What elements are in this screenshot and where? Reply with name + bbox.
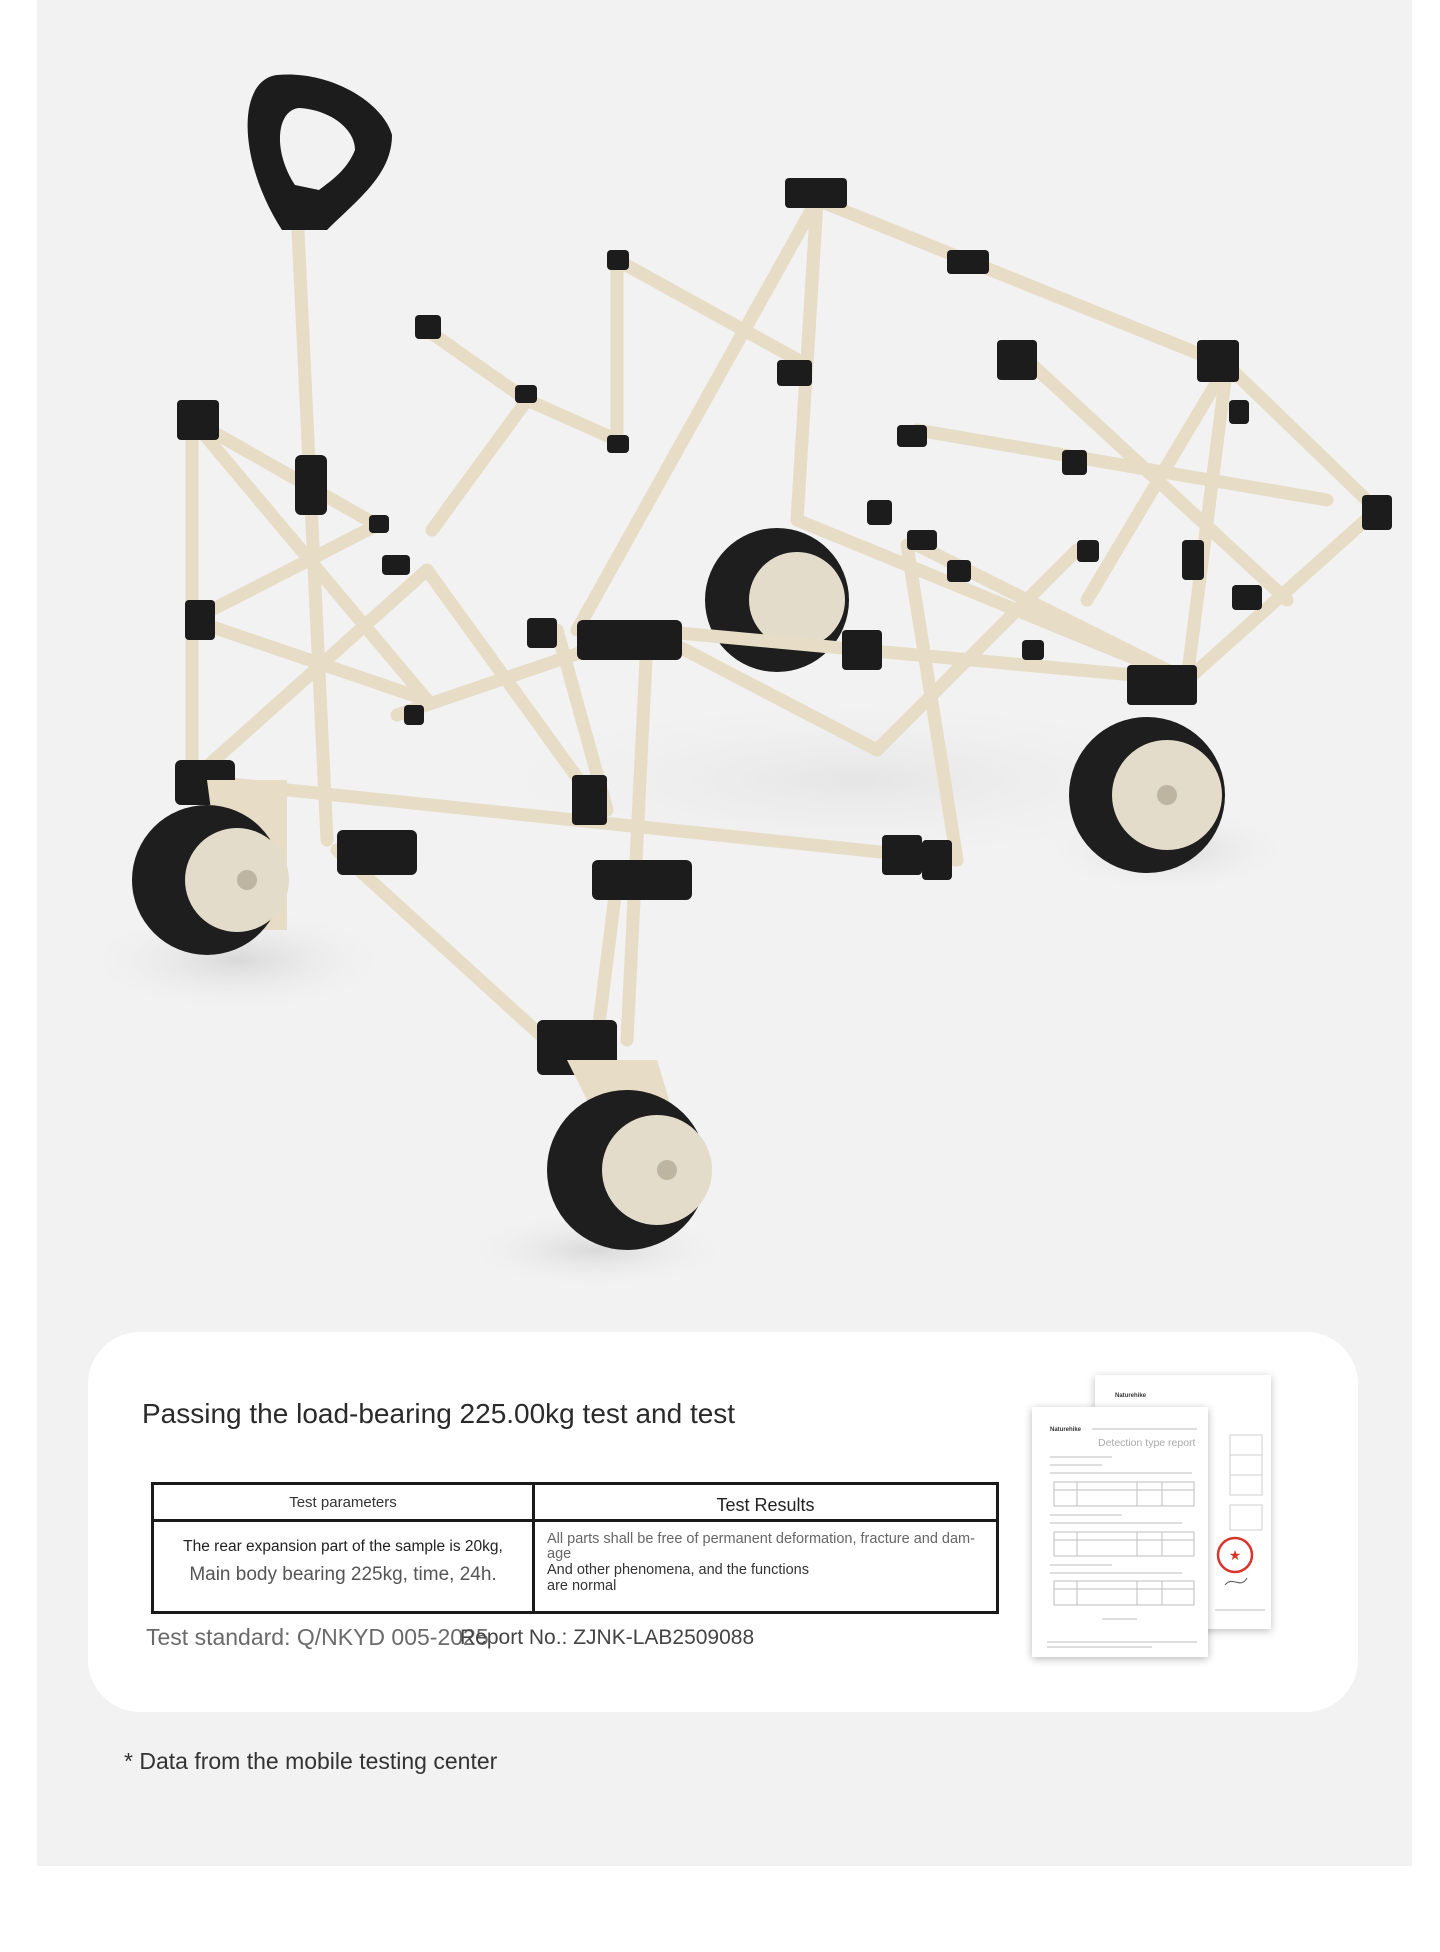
- svg-text:★: ★: [1228, 1548, 1242, 1564]
- test-headline: Passing the load-bearing 225.00kg test and test: [142, 1398, 736, 1429]
- report-document-image: [1030, 1375, 1280, 1675]
- document-brand-back: Naturehike: [1115, 1393, 1147, 1399]
- wheel-front-left: [132, 780, 289, 955]
- table-cell-results: [535, 1522, 996, 1611]
- parameters-line-2: Main body bearing 225kg, time, 24h.: [189, 1564, 497, 1585]
- results-line-2: age: [547, 1546, 572, 1562]
- test-standard: Test standard: Q/NKYD 005-2025: [146, 1624, 489, 1650]
- test-table: [151, 1482, 999, 1614]
- parameters-line-1: The rear expansion part of the sample is 20kg,: [183, 1538, 503, 1555]
- results-line-4: are normal: [547, 1578, 617, 1594]
- table-cell-parameters: [154, 1522, 535, 1611]
- folding-wagon-frame-image: [37, 0, 1412, 1320]
- document-title: Detection type report: [1098, 1437, 1196, 1449]
- wheel-back-right: [1069, 717, 1225, 873]
- table-header-results: Test Results: [535, 1485, 996, 1522]
- results-line-3: And other phenomena, and the functions: [547, 1562, 809, 1578]
- footnote: * Data from the mobile testing center: [124, 1748, 498, 1774]
- table-header-parameters: Test parameters: [154, 1485, 535, 1522]
- document-brand-front: Naturehike: [1050, 1427, 1082, 1433]
- results-line-1: All parts shall be free of permanent deformation, fracture and dam-: [547, 1531, 975, 1547]
- report-number: Report No.: ZJNK-LAB2509088: [460, 1626, 755, 1649]
- handle-grip: [248, 74, 392, 230]
- wheel-front-center: [547, 1060, 712, 1250]
